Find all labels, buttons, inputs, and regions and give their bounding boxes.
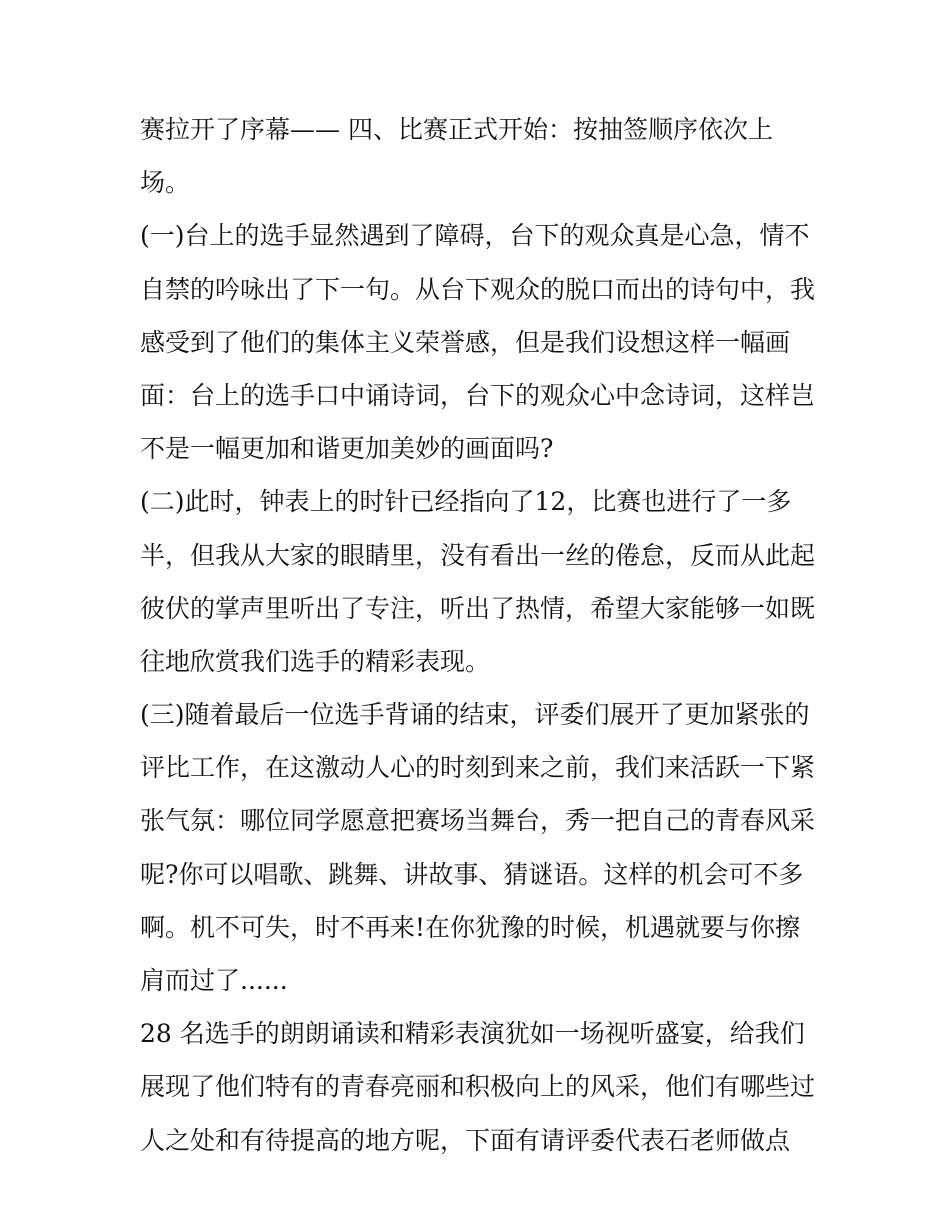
text-line: 28 名选手的朗朗诵读和精彩表演犹如一场视听盛宴，给我们: [140, 1019, 805, 1049]
text-line: 张气氛：哪位同学愿意把赛场当舞台，秀一把自己的青春风采: [140, 806, 816, 836]
text-line: 半，但我从大家的眼睛里，没有看出一丝的倦怠，反而从此起: [140, 540, 816, 570]
text-line: 肩而过了......: [140, 966, 288, 995]
text-line: 啊。机不可失，时不再来!在你犹豫的时候，机遇就要与你擦: [140, 912, 801, 942]
text-line: 彼伏的掌声里听出了专注，听出了热情，希望大家能够一如既: [140, 593, 816, 623]
text-line: 赛拉开了序幕—— 四、比赛正式开始：按抽签顺序依次上: [140, 115, 773, 144]
text-line: 评比工作，在这激动人心的时刻到来之前，我们来活跃一下紧: [140, 753, 816, 783]
text-line: 展现了他们特有的青春亮丽和积极向上的风采，他们有哪些过: [140, 1072, 816, 1102]
text-line: 不是一幅更加和谐更加美妙的画面吗?: [140, 434, 554, 464]
text-line: 呢?你可以唱歌、跳舞、讲故事、猜谜语。这样的机会可不多: [140, 859, 804, 889]
text-line: 感受到了他们的集体主义荣誉感，但是我们设想这样一幅画: [140, 327, 791, 357]
text-line: (一)台上的选手显然遇到了障碍，台下的观众真是心急，情不: [140, 221, 810, 251]
text-line: (三)随着最后一位选手背诵的结束，评委们展开了更加紧张的: [140, 700, 810, 730]
text-line: 自禁的吟咏出了下一句。从台下观众的脱口而出的诗句中，我: [140, 274, 816, 304]
text-line: (二)此时，钟表上的时针已经指向了12，比赛也进行了一多: [140, 487, 792, 517]
text-line: 面：台上的选手口中诵诗词，台下的观众心中念诗词，这样岂: [140, 380, 816, 410]
document-page: [140, 103, 820, 1167]
text-line: 往地欣赏我们选手的精彩表现。: [140, 646, 491, 676]
text-line: 人之处和有待提高的地方呢，下面有请评委代表石老师做点: [140, 1125, 791, 1155]
text-line: 场。: [140, 168, 191, 198]
